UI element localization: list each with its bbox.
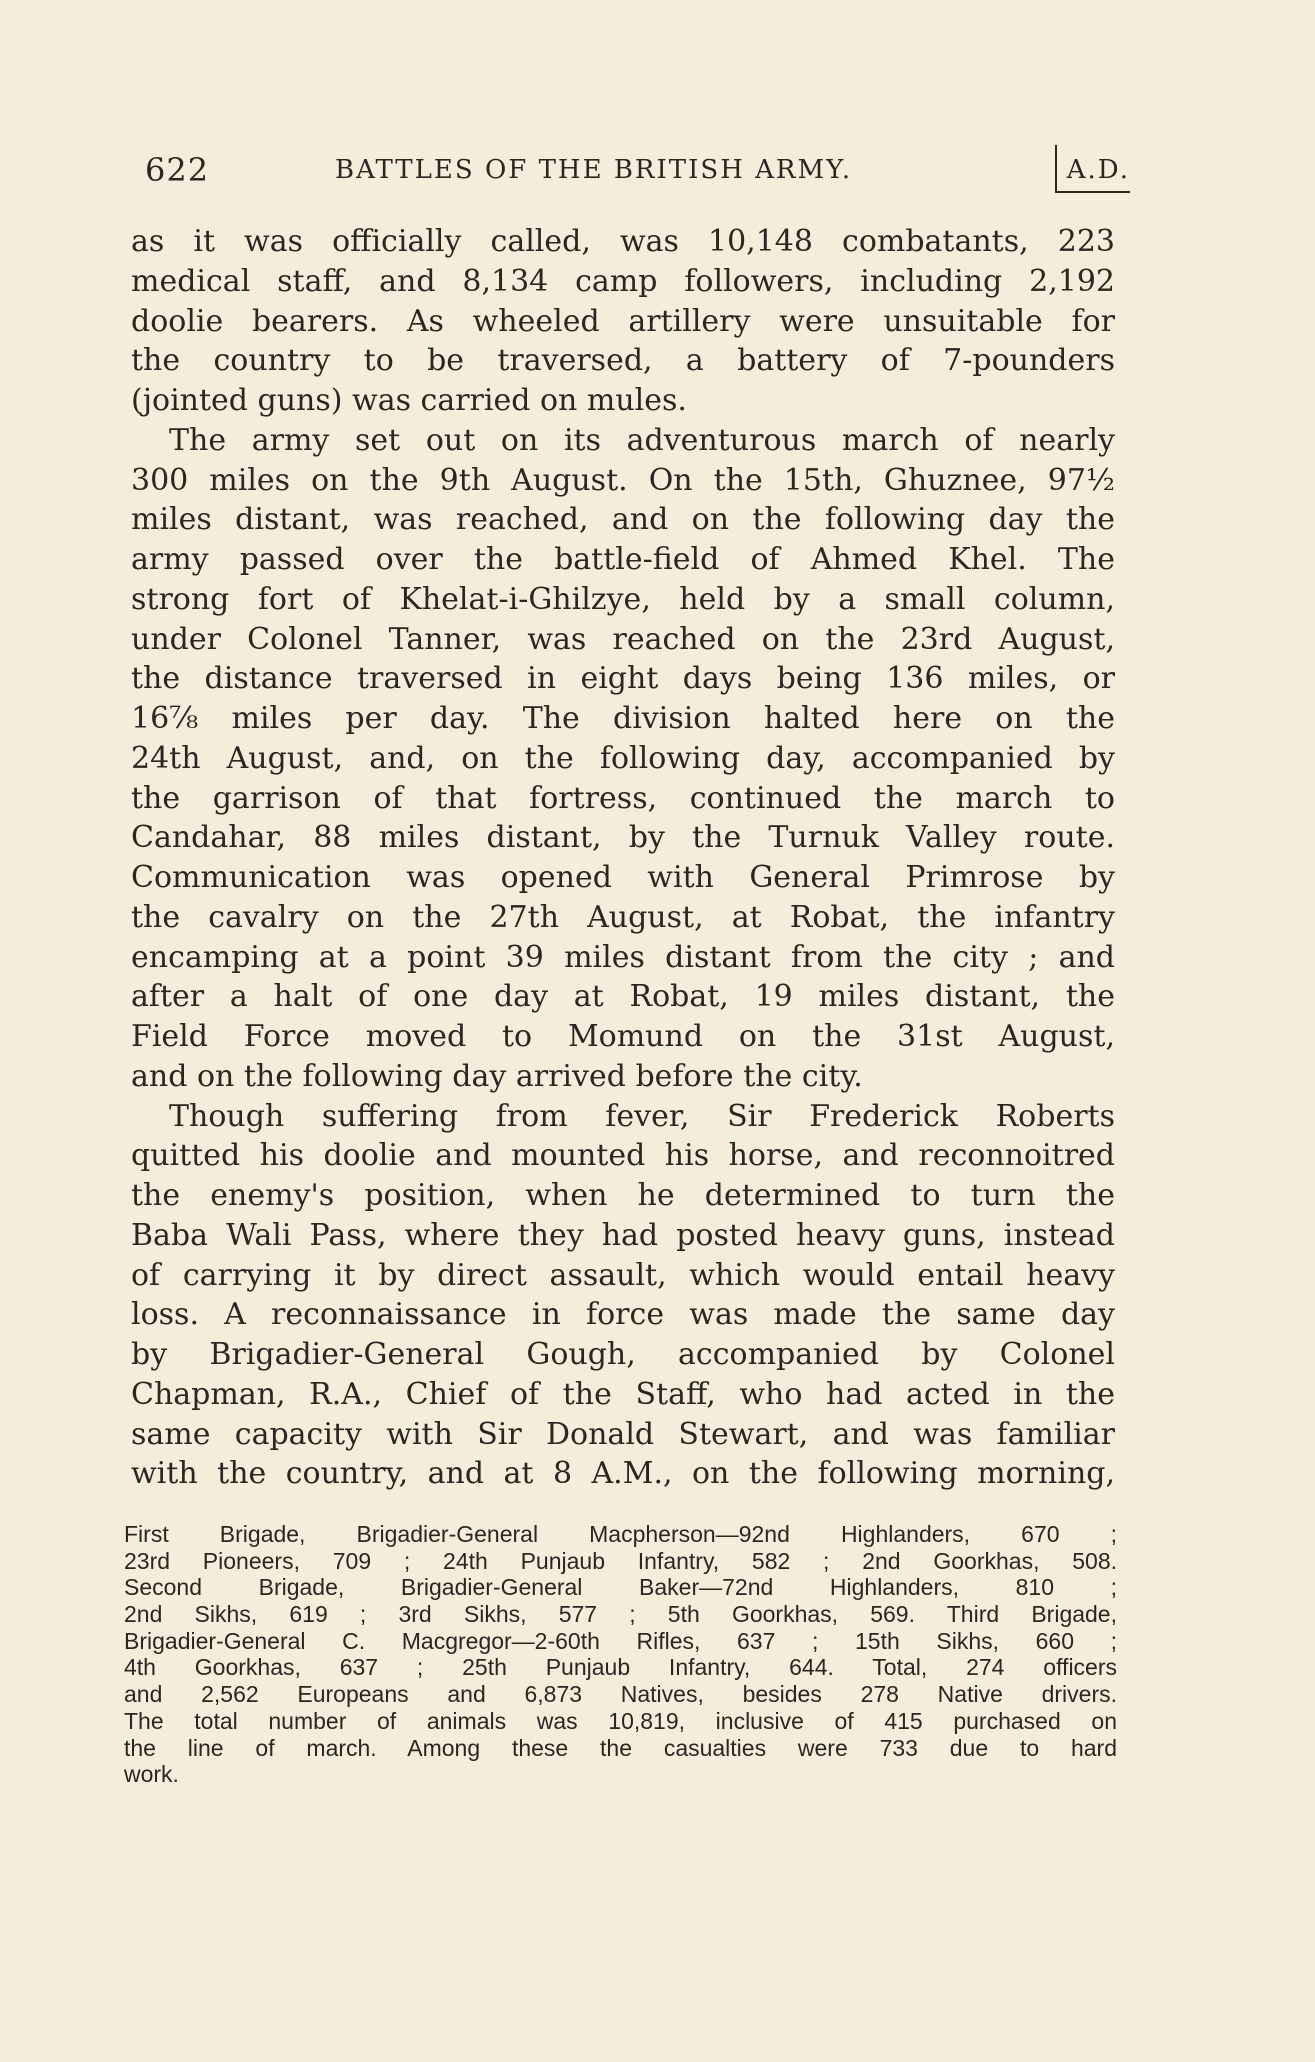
footnote-line: 23rd Pioneers, 709 ; 24th Punjaub Infantry, 582 ; 2nd Goorkhas, 508. (124, 1547, 1117, 1574)
body-line: of carrying it by direct assault, which would entail heavy (131, 1257, 1115, 1293)
section-label: A.D. (1066, 155, 1130, 185)
body-line: loss. A reconnaissance in force was made the same day (131, 1297, 1115, 1333)
body-line: the distance traversed in eight days being 136 miles, or (131, 661, 1115, 697)
body-line: and on the following day arrived before the city. (131, 1058, 863, 1094)
footnote (124, 1521, 1117, 1788)
footnote-line: 4th Goorkhas, 637 ; 25th Punjaub Infantry, 644. Total, 274 officers (124, 1654, 1117, 1681)
body-line: the cavalry on the 27th August, at Robat, the infantry (131, 899, 1115, 935)
body-line: miles distant, was reached, and on the following day the (131, 502, 1115, 538)
body-line: 300 miles on the 9th August. On the 15th, Ghuznee, 97½ (131, 462, 1115, 498)
body-line: army passed over the battle-field of Ahmed Khel. The (131, 542, 1115, 577)
footnote-line: 2nd Sikhs, 619 ; 3rd Sikhs, 577 ; 5th Goorkhas, 569. Third Brigade, (124, 1601, 1117, 1628)
body-line: Baba Wali Pass, where they had posted heavy guns, instead (131, 1217, 1115, 1253)
body-line: the enemy's position, when he determined to turn the (131, 1178, 1115, 1213)
body-line: Field Force moved to Momund on the 31st August, (131, 1019, 1115, 1054)
footnote-line: Second Brigade, Brigadier-General Baker—72nd Highlanders, 810 ; (124, 1574, 1117, 1601)
body-line: (jointed guns) was carried on mules. (131, 383, 687, 418)
body-line: encamping at a point 39 miles distant from the city ; and (131, 939, 1115, 975)
section-bracket (1055, 145, 1130, 193)
body-line: as it was officially called, was 10,148 combatants, 223 (131, 224, 1115, 259)
body-line: under Colonel Tanner, was reached on the 23rd August, (131, 621, 1115, 657)
body-line: the country to be traversed, a battery of 7-pounders (131, 343, 1115, 379)
body-line: strong fort of Khelat-i-Ghilzye, held by a small column, (131, 581, 1115, 617)
footnote-line: and 2,562 Europeans and 6,873 Natives, besides 278 Native drivers. (124, 1681, 1117, 1708)
footnote-line: Brigadier-General C. Macgregor—2-60th Rifles, 637 ; 15th Sikhs, 660 ; (124, 1627, 1117, 1654)
body-line: Communication was opened with General Primrose by (131, 860, 1115, 895)
page-number: 622 (145, 151, 210, 189)
footnote-line: The total number of animals was 10,819, inclusive of 415 purchased on (124, 1707, 1117, 1734)
page-header (145, 145, 1130, 195)
body-line: with the country, and at 8 A.M., on the following morning, (131, 1456, 1115, 1492)
body-line: quitted his doolie and mounted his horse, and reconnoitred (131, 1138, 1115, 1174)
body-line: Chapman, R.A., Chief of the Staff, who had acted in the (131, 1376, 1115, 1412)
body-line: Candahar, 88 miles distant, by the Turnuk Valley route. (131, 820, 1115, 856)
main-text (131, 222, 1115, 1494)
body-line: by Brigadier-General Gough, accompanied by Colonel (131, 1337, 1115, 1372)
running-title: BATTLES OF THE BRITISH ARMY. (335, 155, 853, 185)
footnote-line: work. (124, 1761, 179, 1788)
body-line: The army set out on its adventurous march of nearly (169, 422, 1115, 458)
body-line: doolie bearers. As wheeled artillery were unsuitable for (131, 303, 1115, 339)
body-line: the garrison of that fortress, continued the march to (131, 780, 1115, 816)
body-line: medical staff, and 8,134 camp followers, including 2,192 (131, 263, 1115, 299)
body-line: Though suffering from fever, Sir Frederick Roberts (169, 1098, 1115, 1134)
body-line: 24th August, and, on the following day, accompanied by (131, 740, 1115, 776)
body-line: same capacity with Sir Donald Stewart, and was familiar (131, 1416, 1115, 1452)
body-line: after a halt of one day at Robat, 19 miles distant, the (131, 979, 1115, 1015)
footnote-line: First Brigade, Brigadier-General Macpherson—92nd Highlanders, 670 ; (124, 1521, 1117, 1547)
body-line: 16⅞ miles per day. The division halted here on the (131, 701, 1115, 736)
footnote-line: the line of march. Among these the casualties were 733 due to hard (124, 1734, 1117, 1761)
